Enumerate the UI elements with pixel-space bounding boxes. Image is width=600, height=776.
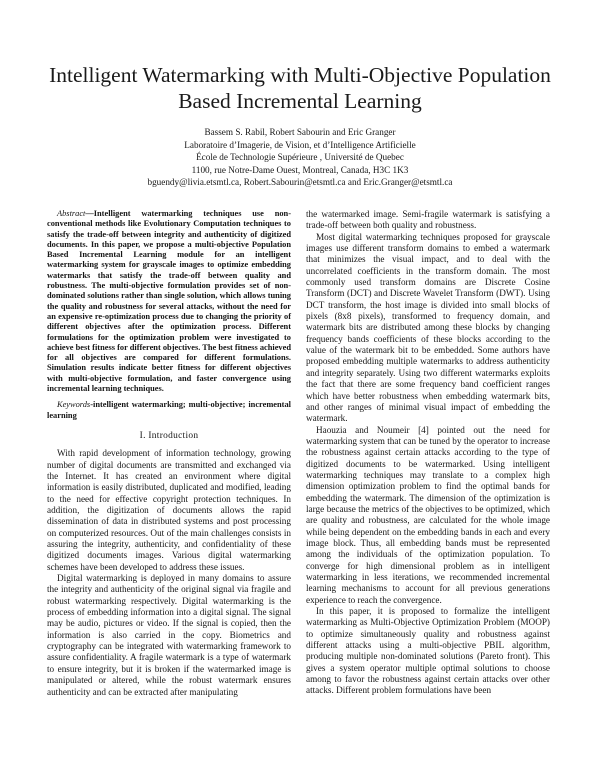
intro-paragraph-1: With rapid development of information technology, growing number of digital documents are transmitted and exchanged via the Internet. It has created an environment where digital information is easily distributed, duplicated and modified, leading to the need for effective copyright protection techniques. In addition, the digitization of documents allows the rapid dissemination of data in distributed systems and post processing on computerized resources. Out of the main challenges consists in assuring the integrity, authenticity, and confidentiality of these digitized documents images. Various digital watermarking schemes have been developed to address these issues. — [47, 448, 291, 572]
intro-paragraph-2-continued: the watermarked image. Semi-fragile watermark is satisfying a trade-off between both quality and robustness. — [306, 209, 550, 231]
author-school: École de Technologie Supérieure , Université de Quebec — [196, 152, 404, 163]
section-heading-introduction: I. Introduction — [139, 430, 199, 441]
left-column — [47, 209, 291, 698]
paper-title: Intelligent Watermarking with Multi-Objective Population Based Incremental Learning — [49, 63, 551, 113]
author-block — [60, 126, 540, 189]
author-lab: Laboratoire d’Imagerie, de Vision, et d’Intelligence Artificielle — [184, 139, 416, 150]
intro-paragraph-4: Haouzia and Noumeir [4] pointed out the need for watermarking system that can be tuned by the operator to increase the robustness against certain attacks according to the type of digitized documents to be watermarked. Using intelligent watermarking techniques may translate to a complex high dimension optimization problem to find the optimal bands for embedding the watermark. The dimension of the optimization is large because the metrics of the objectives to be optimized, which are quality and robustness, are calculated for the whole image while being dependent on the embedding bands in each and every image block. Thus, all embedding bands must be represented among the individuals of the optimization population. To converge for high dimensional problem as in intelligent watermarking in less iterations, we recommended incremental learning mechanisms to account for all previous generations experience to reach the convergence. — [306, 424, 550, 605]
keywords-lead: Keywords — [57, 400, 91, 410]
author-names: Bassem S. Rabil, Robert Sabourin and Eric Granger — [204, 127, 396, 137]
abstract-lead: Abstract — [57, 209, 86, 218]
abstract — [47, 209, 291, 394]
intro-paragraph-2: Digital watermarking is deployed in many domains to assure the integrity and authenticity of the original signal via fragile and robust watermarking respectively. Digital watermarking is the process of embedding information into a digital signal. The signal may be audio, pictures or video. If the signal is copied, then the information is also carried in the copy. Biometrics and cryptography can be integrated with watermarking framework to assure confidentiality. A fragile watermark is a type of watermark to ensure integrity, but it is broken if the watermarked image is manipulated or altered, while the robust watermark ensures authenticity and can be extracted after manipulating — [47, 573, 291, 697]
keywords-text: -intelligent watermarking; multi-objective; incremental learning — [47, 400, 291, 420]
intro-paragraph-5: In this paper, it is proposed to formalize the intelligent watermarking as Multi-Objective Optimization Problem (MOOP) to optimize simultaneously quality and robustness against different attacks using a multi-objective PBIL algorithm, producing multiple non-dominated solutions (Pareto front). This gives a system operator multiple optimal solutions to choose among to favor the robustness against certain attacks over other attacks. Different problem formulations have been — [306, 606, 550, 696]
right-column — [306, 209, 550, 697]
abstract-text: —Intelligent watermarking techniques use non-conventional methods like Evolutionary Computation techniques to satisfy the trade-off between integrity and authenticity of digitized documents. In this paper, we propose a multi-objective Population Based Incremental Learning module for an intelligent watermarking system for grayscale images to optimize embedding watermarks that satisfy the trade-off between quality and robustness. The multi-objective formulation provides set of non-dominated solutions rather than single solution, which allows tuning the quality and robustness for several attacks, without the need for an expensive re-optimization process due to changing the priority of different objectives after the optimization process. Different formulations for the optimization problem were investigated to achieve best fitness for different objectives. The best fitness achieved for all objectives are compared for different formulations. Simulation results indicate better fitness for different objectives with multi-objective formulation, and faster convergence using incremental learning techniques. — [47, 209, 291, 394]
keywords — [47, 400, 291, 421]
author-emails: bguendy@livia.etsmtl.ca, Robert.Sabourin@etsmtl.ca and Eric.Granger@etsmtl.ca — [147, 177, 453, 188]
intro-paragraph-3: Most digital watermarking techniques proposed for grayscale images use different transform domains to embed a watermark that minimizes the visual impact, and to deal with the uncorrelated coefficients in the transform domain. The most commonly used transform domains are Discrete Cosine Transform (DCT) and Discrete Wavelet Transform (DWT). Using DCT transform, the host image is divided into small blocks of pixels (8x8 pixels), transformed to frequency domain, and watermark bits are distributed among these blocks by changing frequency bands coefficients of these blocks according to the value of the watermark bit to be embedded. Some authors have proposed embedding multiple watermarks to address authenticity and integrity separately. Using two different watermarks exploits the fact that there are some frequency band coefficient ranges which have better robustness when embedding watermark bits, and other ranges of minimal visual impact of embedding the watermark. — [306, 231, 550, 424]
author-address: 1100, rue Notre-Dame Ouest, Montreal, Canada, H3C 1K3 — [191, 164, 409, 175]
